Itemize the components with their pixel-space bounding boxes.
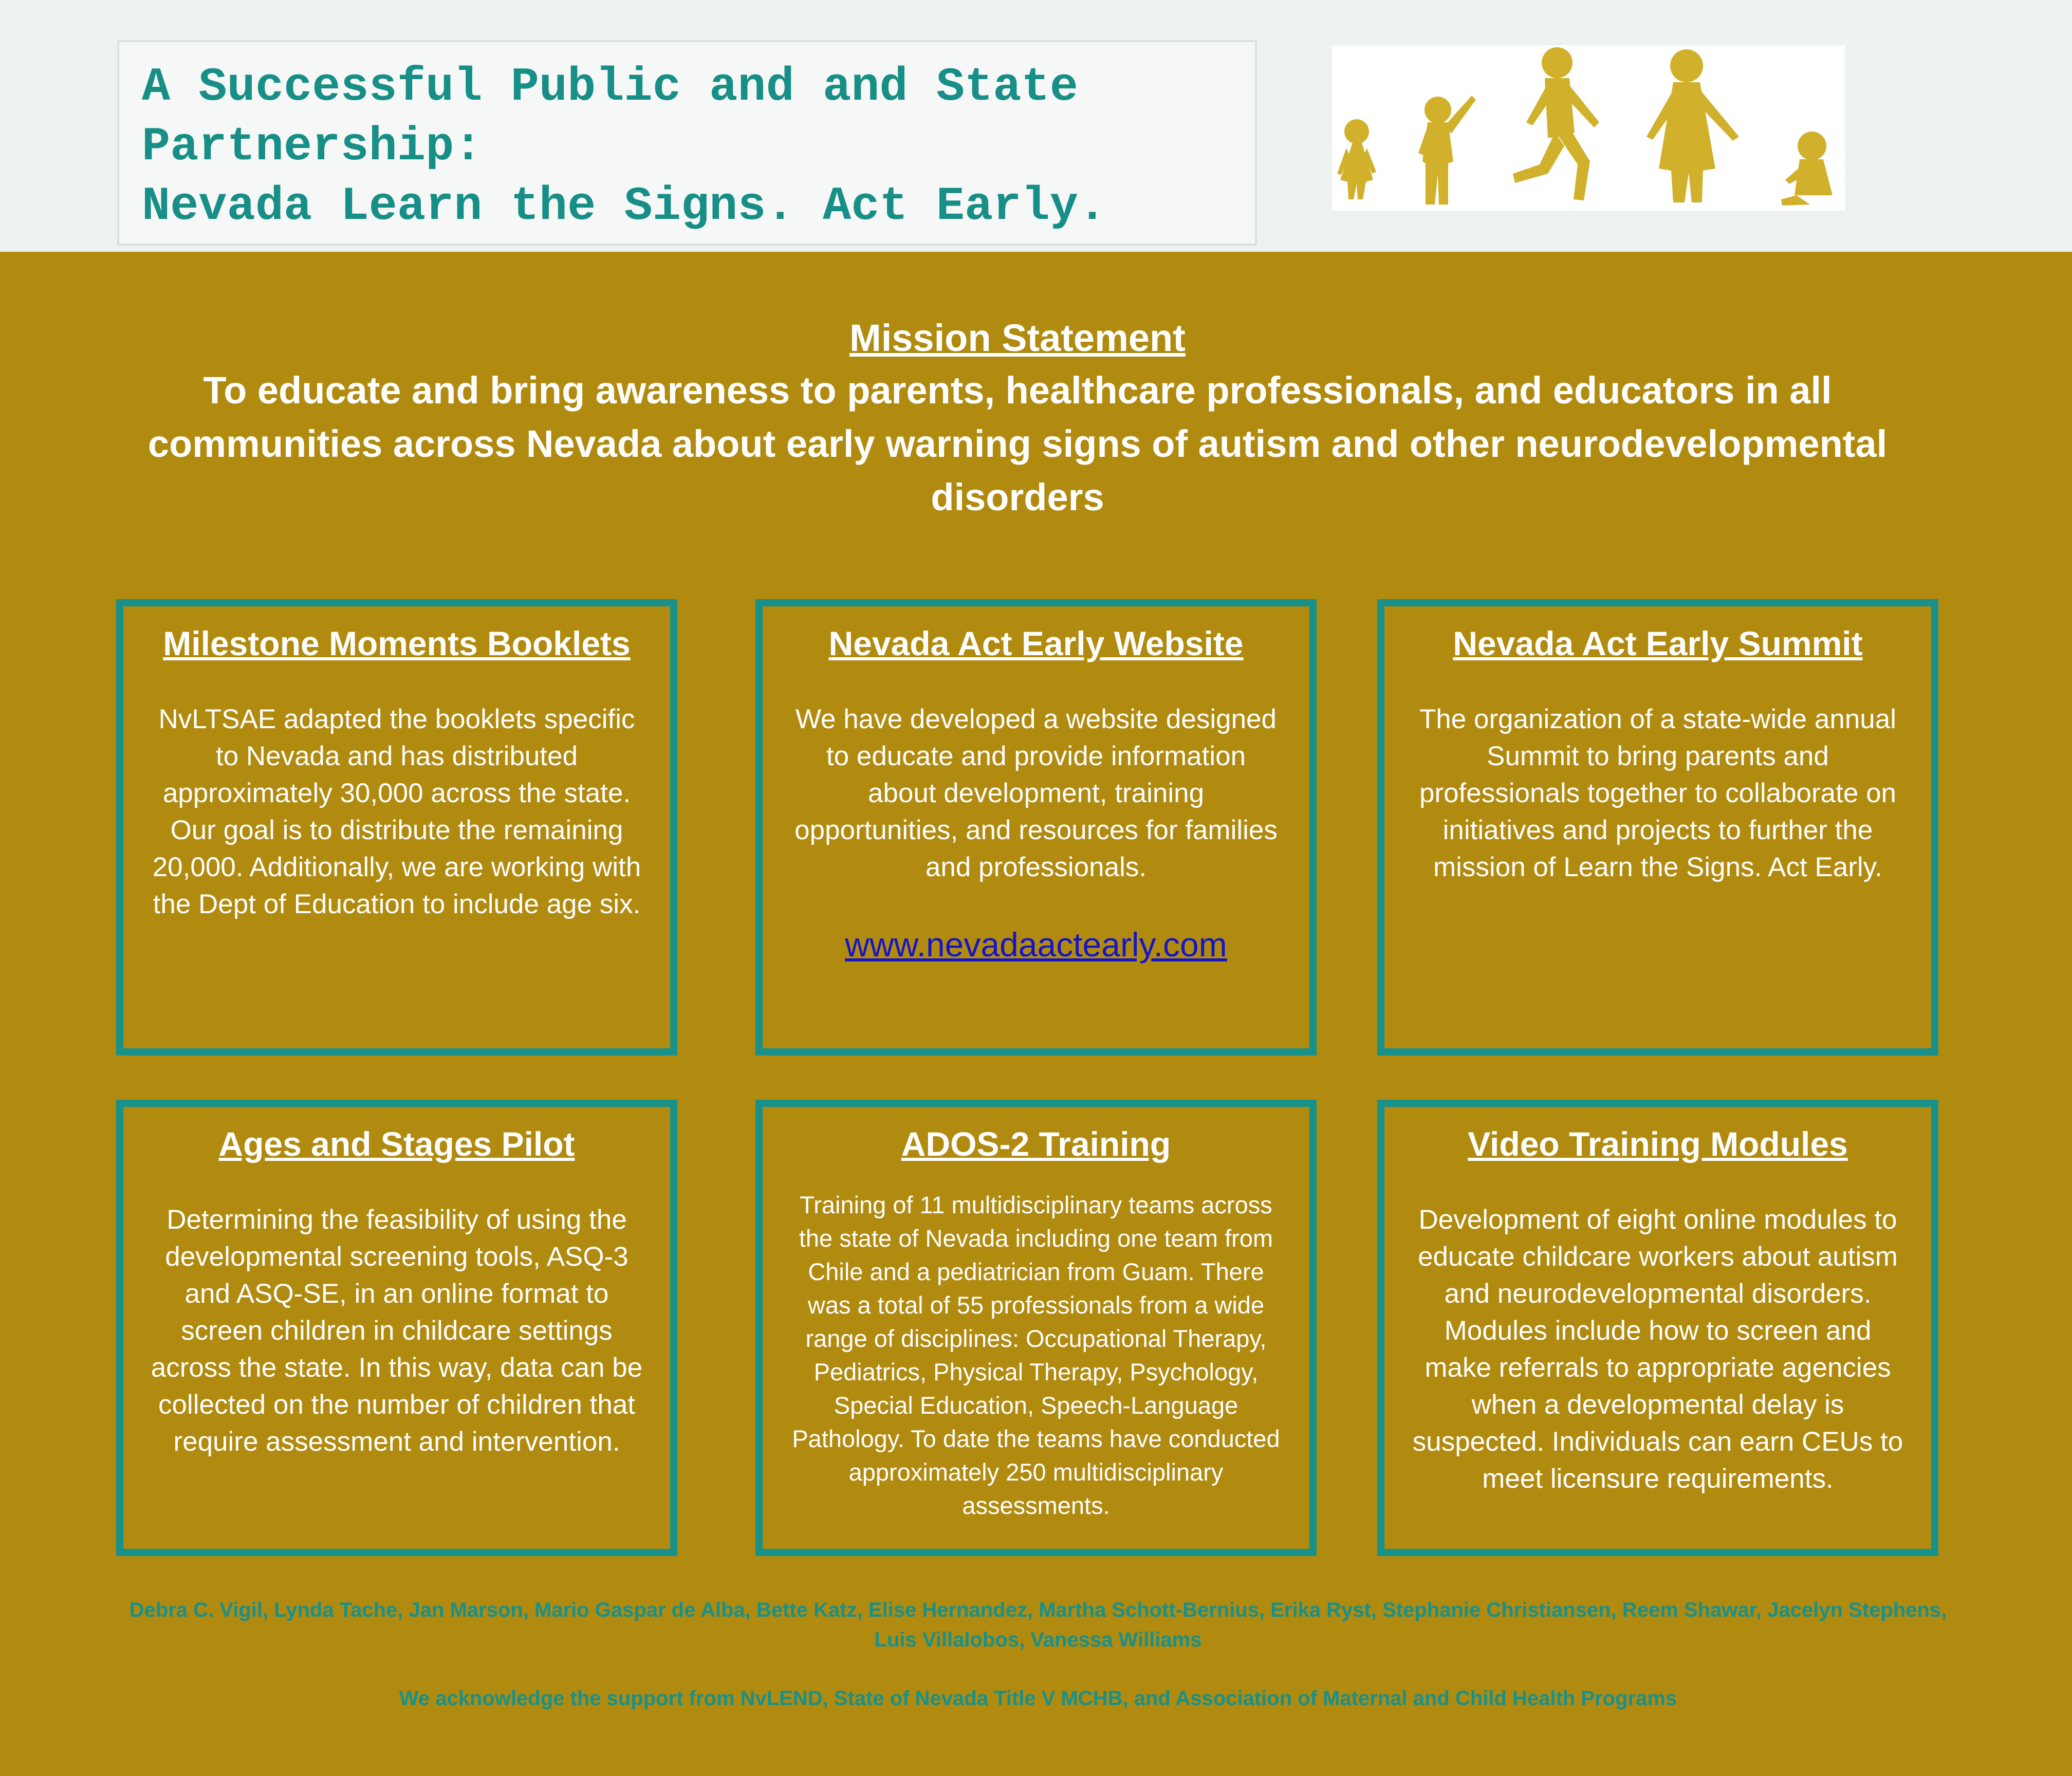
- authors-list: Debra C. Vigil, Lynda Tache, Jan Marson, Mario Gaspar de Alba, Bette Katz, Elise Hernandez, Martha Schott-Bernius, Erika Ryst, Stephanie Christiansen, Reem Shawar, Jacelyn Stephens, Luis Villalobos, Vanessa Williams: [129, 1599, 1947, 1651]
- poster-title-line-1: A Successful Public and and State: [142, 60, 1078, 114]
- card-ages-stages-pilot: [116, 1100, 677, 1556]
- card-body: We have developed a website designed to educate and provide information about development, training opportunities, and resources for families and professionals.: [794, 704, 1278, 882]
- mission-section: [92, 312, 1942, 524]
- card-video-modules: [1377, 1100, 1938, 1556]
- card-ados-training: [755, 1100, 1317, 1556]
- poster-title-line-2: Partnership:: [142, 120, 483, 174]
- poster-title-line-3: Nevada Learn the Signs. Act Early.: [142, 179, 1107, 233]
- card-title: ADOS-2 Training: [901, 1125, 1171, 1163]
- card-title: Video Training Modules: [1468, 1125, 1848, 1163]
- card-body: Determining the feasibility of using the developmental screening tools, ASQ-3 and ASQ-SE, in an online format to screen children in childcare settings across the state. In this way, data can be collected on the number of children that require assessment and intervention.: [151, 1205, 643, 1457]
- card-milestone-booklets: [116, 599, 677, 1056]
- card-summit: [1377, 599, 1938, 1056]
- children-silhouettes-icon: [1332, 45, 1845, 211]
- card-body: Development of eight online modules to educate childcare workers about autism and neurodevelopmental disorders. Modules include how to screen and make referrals to appropriate agencies when a developmental delay is suspected. Individuals can earn CEUs to meet licensure requirements.: [1412, 1205, 1903, 1494]
- acknowledgement: We acknowledge the support from NvLEND, State of Nevada Title V MCHB, and Association of Maternal and Child Health Programs: [399, 1687, 1677, 1710]
- card-body: The organization of a state-wide annual Summit to bring parents and professionals together to collaborate on initiatives and projects to further the mission of Learn the Signs. Act Early.: [1419, 704, 1897, 882]
- card-body: Training of 11 multidisciplinary teams across the state of Nevada including one team from Chile and a pediatrician from Guam. There was a total of 55 professionals from a wide range of disciplines: Occupational Therapy, Pediatrics, Physical Therapy, Psychology, Special Education, Speech-Language Pathology. To date the teams have conducted approximately 250 multidisciplinary assessments.: [792, 1191, 1280, 1519]
- card-title: Milestone Moments Booklets: [163, 624, 631, 662]
- mission-text: To educate and bring awareness to parents, healthcare professionals, and educators in all communities across Nevada about early warning signs of autism and other neurodevelopmental disorders: [147, 369, 1888, 519]
- card-title: Nevada Act Early Website: [828, 624, 1244, 662]
- card-title: Ages and Stages Pilot: [218, 1125, 575, 1163]
- card-body: NvLTSAE adapted the booklets specific to Nevada and has distributed approximately 30,000 across the state. Our goal is to distribute the remaining 20,000. Additionally, we are working with the Dept of Education to include age six.: [152, 704, 641, 919]
- website-link[interactable]: www.nevadaactearly.com: [845, 926, 1227, 964]
- card-title: Nevada Act Early Summit: [1453, 624, 1863, 662]
- card-website: [755, 599, 1317, 1056]
- poster-title-box: [117, 40, 1257, 246]
- header-banner: [0, 0, 2072, 252]
- mission-heading: Mission Statement: [849, 317, 1186, 359]
